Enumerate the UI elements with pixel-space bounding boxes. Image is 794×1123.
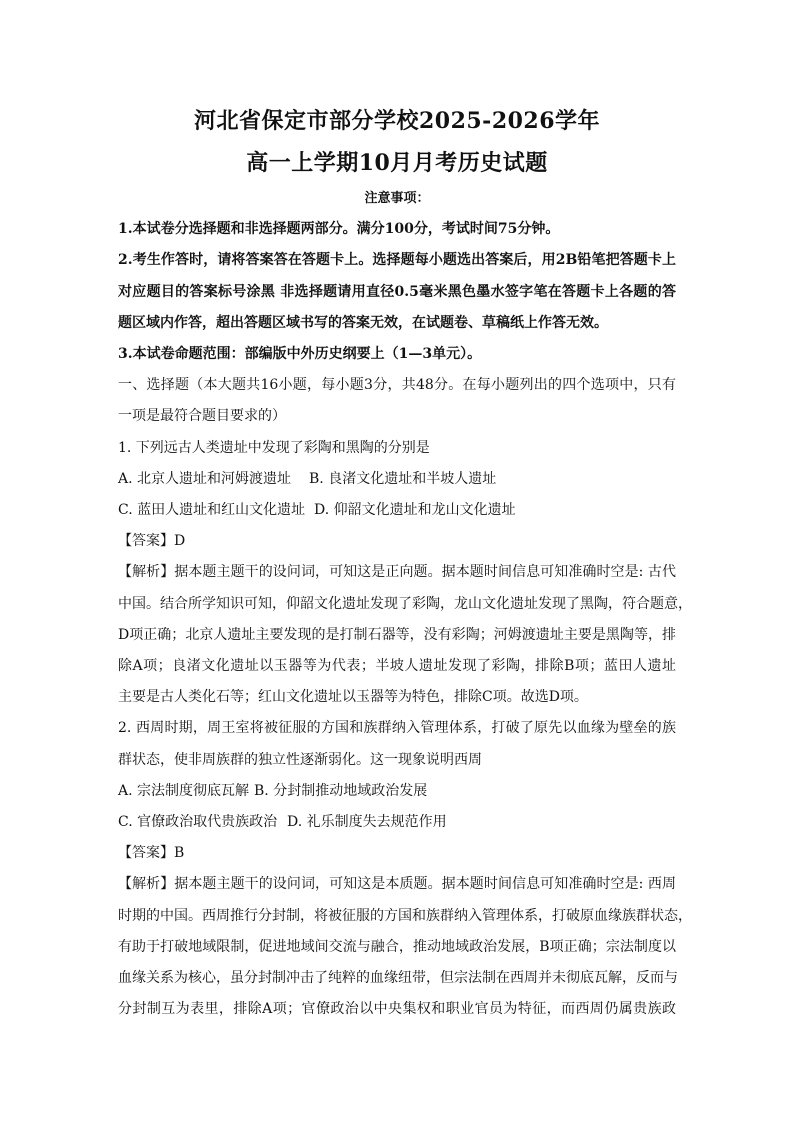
notice-item-2-cont: 对应题目的答案标号涂黑 非选择题请用直径0.5毫米黑色墨水签字笔在答题卡上各题的答 (118, 284, 676, 300)
notice-item-3: 3.本试卷命题范围：部编版中外历史纲要上（1—3单元）。 (118, 346, 482, 362)
question-2-analysis-line: 分封制互为表里，排除A项；官僚政治以中央集权和职业官员为特征，而西周仍属贵族政 (118, 1001, 676, 1017)
question-1-answer: 【答案】D (118, 533, 186, 549)
question-2-option-c: C. 官僚政治取代贵族政治 (118, 814, 278, 830)
notice-item-1: 1.本试卷分选择题和非选择题两部分。满分100分，考试时间75分钟。 (118, 221, 560, 237)
question-2-option-b: B. 分封制推动地域政治发展 (254, 783, 428, 799)
notice-item-2-cont2: 题区域内作答，超出答题区域书写的答案无效，在试题卷、草稿纸上作答无效。 (118, 315, 608, 331)
question-2-stem-cont: 群状态，使非周族群的独立性逐渐弱化。这一现象说明西周 (118, 752, 482, 768)
notice-heading: 注意事项： (364, 191, 430, 206)
question-1-option-a: A. 北京人遗址和河姆渡遗址 (118, 471, 292, 487)
question-1-analysis-line: D项正确；北京人遗址主要发现的是打制石器等，没有彩陶；河姆渡遗址主要是黑陶等，排 (118, 627, 676, 643)
question-2-answer: 【答案】B (118, 845, 185, 861)
question-1-analysis-line: 【解析】据本题主题干的设问词，可知这是正向题。据本题时间信息可知准确时空是: 古代 (118, 564, 676, 580)
question-1-analysis-line: 中国。结合所学知识可知，仰韶文化遗址发现了彩陶，龙山文化遗址发现了黑陶，符合题意， (118, 596, 692, 612)
exam-title-line1: 河北省保定市部分学校2025-2026学年 (193, 108, 601, 134)
section-heading-cont: 一项是最符合题目要求的） (118, 408, 286, 424)
section-heading: 一、选择题（本大题共16小题，每小题3分，共48分。在每小题列出的四个选项中，只有 (118, 377, 676, 393)
question-1-option-c: C. 蓝田人遗址和红山文化遗址 (118, 502, 306, 518)
question-1-analysis-line: 主要是古人类化石等；红山文化遗址以玉器等为特色，排除C项。故选D项。 (118, 689, 588, 705)
question-2-stem: 2. 西周时期，周王室将被征服的方国和族群纳入管理体系，打破了原先以血缘为壁垒的族 (118, 720, 676, 736)
question-2-option-d: D. 礼乐制度失去规范作用 (287, 814, 447, 830)
question-1-analysis-line: 除A项；良渚文化遗址以玉器等为代表；半坡人遗址发现了彩陶，排除B项；蓝田人遗址 (118, 658, 676, 674)
question-2-analysis-line: 时期的中国。西周推行分封制，将被征服的方国和族群纳入管理体系，打破原血缘族群状态， (118, 908, 692, 924)
exam-title-line2: 高一上学期10月月考历史试题 (246, 150, 548, 176)
question-2-analysis-line: 有助于打破地域限制，促进地域间交流与融合，推动地域政治发展，B项正确；宗法制度以 (118, 939, 676, 955)
question-1-option-b: B. 良渚文化遗址和半坡人遗址 (309, 471, 497, 487)
question-2-analysis-line: 【解析】据本题主题干的设问词，可知这是本质题。据本题时间信息可知准确时空是: 西周 (118, 876, 676, 892)
question-2-option-a: A. 宗法制度彻底瓦解 (118, 783, 250, 799)
notice-item-2: 2.考生作答时，请将答案答在答题卡上。选择题每小题选出答案后，用2B铅笔把答题卡上 (118, 252, 676, 268)
question-1-stem: 1. 下列远古人类遗址中发现了彩陶和黑陶的分别是 (118, 440, 430, 456)
question-1-option-d: D. 仰韶文化遗址和龙山文化遗址 (314, 502, 516, 518)
question-2-analysis-line: 血缘关系为核心，虽分封制冲击了纯粹的血缘纽带，但宗法制在西周并未彻底瓦解，反而与 (118, 970, 678, 986)
